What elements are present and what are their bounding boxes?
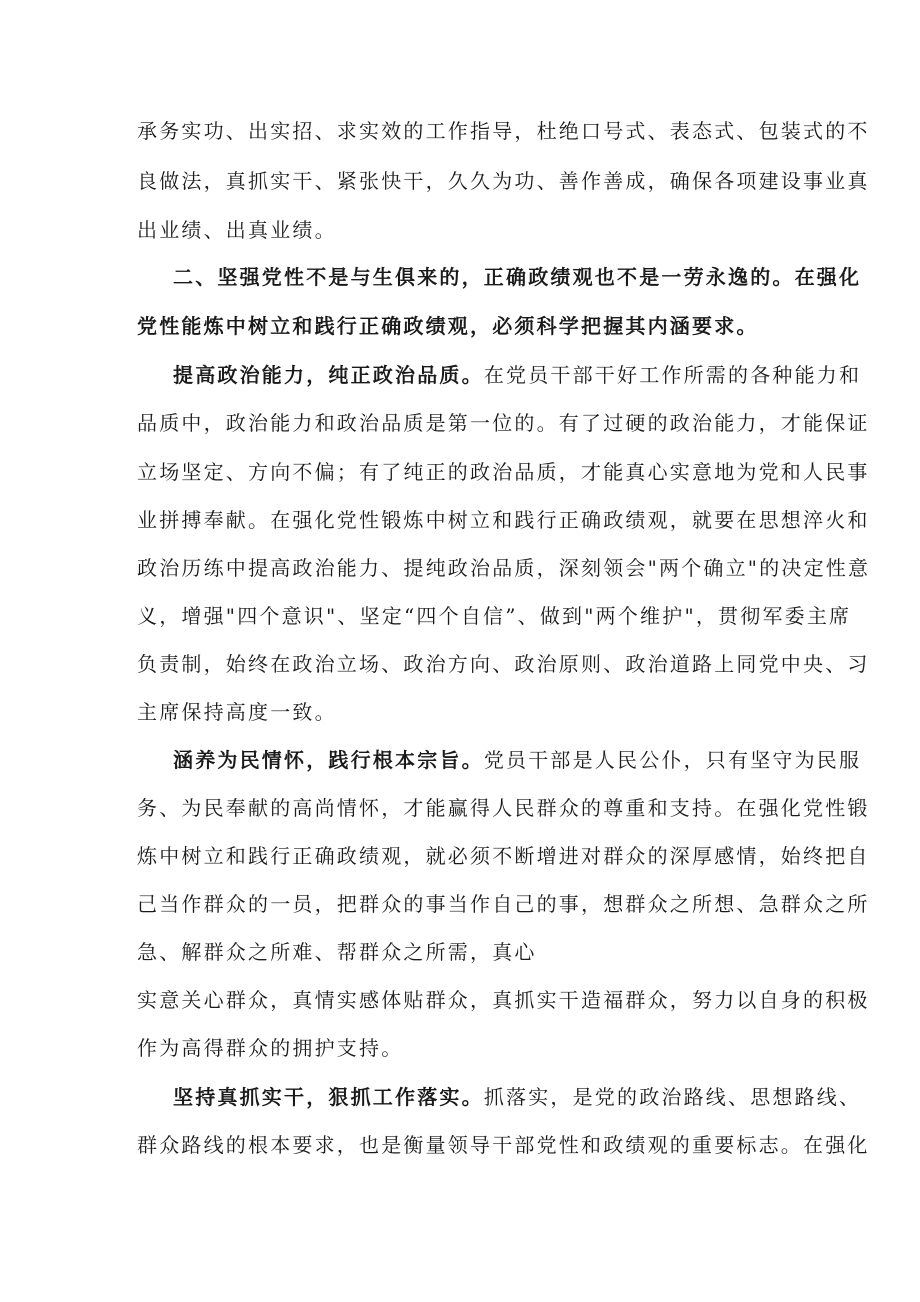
text-line: 群众路线的根本要求，也是衡量领导干部党性和政绩观的重要标志。在强化 [137,1133,870,1157]
text-line: 业拼搏奉献。在强化党性锻炼中树立和践行正确政绩观，就要在思想淬火和 [137,508,870,532]
text-line: 立场坚定、方向不偏；有了纯正的政治品质，才能真心实意地为党和人民事 [137,460,870,484]
text-line: 义，增强"四个意识"、坚定“四个自信”、做到"两个维护"，贯彻军委主席 [137,604,852,628]
paragraph-lead-heading: 坚持真抓实干，狠抓工作落实。 [173,1085,484,1109]
paragraph-lead-line [173,1084,862,1110]
paragraph-lead-text: 在党员干部干好工作所需的各种能力和 [483,363,862,387]
text-line: 主席保持高度一致。 [137,700,337,724]
text-line: 作为高得群众的拥护支持。 [137,1036,404,1060]
section-heading-line: 党性能炼中树立和践行正确政绩观，必须科学把握其内涵要求。 [137,314,759,338]
text-line: 炼中树立和践行正确政绩观，就必须不断增进对群众的深厚感情，始终把自 [137,844,870,868]
paragraph-lead-line [173,747,862,773]
text-line: 良做法，真抓实干、紧张快干，久久为功、善作善成，确保各项建设事业真 [137,169,870,193]
text-line: 负责制，始终在政治立场、政治方向、政治原则、政治道路上同党中央、习 [137,652,870,676]
text-line: 实意关心群众，真情实感体贴群众，真抓实干造福群众，努力以自身的积极 [137,988,870,1012]
section-heading-line: 二、坚强党性不是与生俱来的，正确政绩观也不是一劳永逸的。在强化 [173,265,862,289]
text-line: 品质中，政治能力和政治品质是第一位的。有了过硬的政治能力，才能保证 [137,411,870,435]
paragraph-lead-heading: 涵养为民情怀，践行根本宗旨。 [173,748,484,772]
text-line: 出业绩、出真业绩。 [137,218,337,242]
paragraph-lead-line [173,362,862,388]
text-line: 政治历练中提高政治能力、提纯政治品质，深刻领会"两个确立"的决定性意 [137,556,871,580]
paragraph-lead-heading: 提高政治能力，纯正政治品质。 [173,363,484,387]
paragraph-lead-text: 党员干部是人民公仆，只有坚守为民服 [483,748,862,772]
text-line: 急、解群众之所难、帮群众之所需，真心 [137,940,537,964]
paragraph-lead-text: 抓落实，是党的政治路线、思想路线、 [483,1085,862,1109]
text-line: 承务实功、出实招、求实效的工作指导，杜绝口号式、表态式、包装式的不 [137,119,870,143]
text-line: 己当作群众的一员，把群众的事当作自己的事，想群众之所想、急群众之所 [137,892,870,916]
text-line: 务、为民奉献的高尚情怀，才能赢得人民群众的尊重和支持。在强化党性锻 [137,796,870,820]
